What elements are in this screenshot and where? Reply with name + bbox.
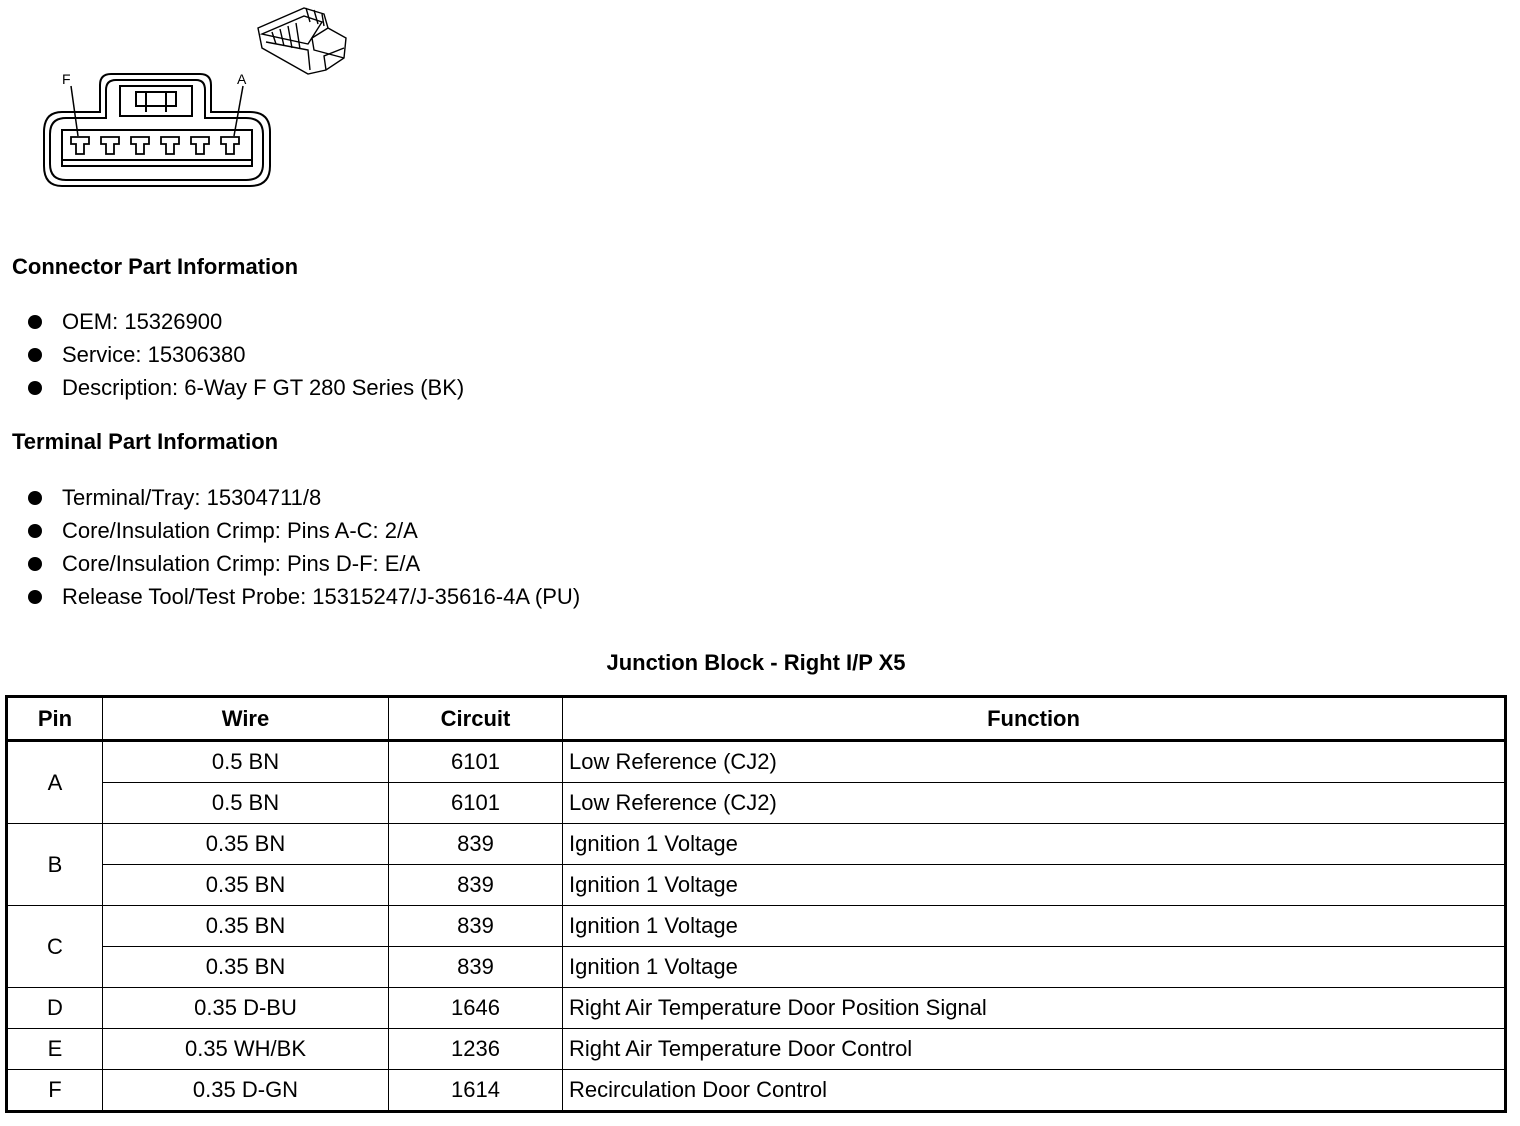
wire-cell: 0.35 D-BU	[103, 988, 389, 1029]
column-header-function: Function	[563, 697, 1506, 741]
function-cell: Recirculation Door Control	[563, 1070, 1506, 1112]
table-row	[7, 1029, 1506, 1070]
function-cell: Right Air Temperature Door Position Signal	[563, 988, 1506, 1029]
function-cell: Ignition 1 Voltage	[563, 947, 1506, 988]
pinout-table	[5, 695, 1507, 1113]
terminal-info-heading: Terminal Part Information	[12, 429, 279, 454]
function-cell: Ignition 1 Voltage	[563, 824, 1506, 865]
circuit-cell: 839	[389, 865, 563, 906]
circuit-cell: 839	[389, 824, 563, 865]
connector-info-list	[28, 305, 464, 404]
bullet-icon	[28, 491, 42, 505]
pin-cell: B	[7, 824, 103, 906]
table-row	[7, 988, 1506, 1029]
pin-cell: A	[7, 741, 103, 824]
connector-info-heading: Connector Part Information	[12, 254, 299, 279]
list-item: Core/Insulation Crimp: Pins A-C: 2/A	[28, 514, 580, 547]
list-item: Terminal/Tray: 15304711/8	[28, 481, 580, 514]
column-header-wire: Wire	[103, 697, 389, 741]
wire-cell: 0.35 BN	[103, 906, 389, 947]
wire-cell: 0.35 BN	[103, 947, 389, 988]
wire-cell: 0.35 D-GN	[103, 1070, 389, 1112]
pin-cell: C	[7, 906, 103, 988]
circuit-cell: 6101	[389, 783, 563, 824]
table-row	[7, 906, 1506, 947]
wire-cell: 0.5 BN	[103, 741, 389, 783]
list-item: Description: 6-Way F GT 280 Series (BK)	[28, 371, 464, 404]
function-cell: Ignition 1 Voltage	[563, 906, 1506, 947]
table-row	[7, 741, 1506, 783]
bullet-icon	[28, 590, 42, 604]
bullet-icon	[28, 348, 42, 362]
bullet-icon	[28, 557, 42, 571]
wire-cell: 0.35 WH/BK	[103, 1029, 389, 1070]
function-cell: Low Reference (CJ2)	[563, 741, 1506, 783]
list-item: Release Tool/Test Probe: 15315247/J-35616-4A (PU)	[28, 580, 580, 613]
wire-cell: 0.5 BN	[103, 783, 389, 824]
column-header-circuit: Circuit	[389, 697, 563, 741]
circuit-cell: 6101	[389, 741, 563, 783]
circuit-cell: 839	[389, 906, 563, 947]
table-row	[7, 783, 1506, 824]
pin-cell: F	[7, 1070, 103, 1112]
table-row	[7, 865, 1506, 906]
connector-thumbnail-icon	[252, 4, 352, 76]
function-cell: Ignition 1 Voltage	[563, 865, 1506, 906]
list-item: Core/Insulation Crimp: Pins D-F: E/A	[28, 547, 580, 580]
bullet-icon	[28, 381, 42, 395]
table-title: Junction Block - Right I/P X5	[606, 650, 906, 675]
list-item: Service: 15306380	[28, 338, 464, 371]
function-cell: Low Reference (CJ2)	[563, 783, 1506, 824]
circuit-cell: 1614	[389, 1070, 563, 1112]
table-row	[7, 824, 1506, 865]
table-header-row	[7, 697, 1506, 741]
pin-cell: E	[7, 1029, 103, 1070]
table-row	[7, 947, 1506, 988]
circuit-cell: 1646	[389, 988, 563, 1029]
bullet-icon	[28, 315, 42, 329]
pin-label-f: F	[62, 71, 71, 87]
table-row	[7, 1070, 1506, 1112]
circuit-cell: 839	[389, 947, 563, 988]
column-header-pin: Pin	[7, 697, 103, 741]
function-cell: Right Air Temperature Door Control	[563, 1029, 1506, 1070]
pin-cell: D	[7, 988, 103, 1029]
pin-label-a: A	[237, 71, 247, 87]
list-item: OEM: 15326900	[28, 305, 464, 338]
wire-cell: 0.35 BN	[103, 865, 389, 906]
circuit-cell: 1236	[389, 1029, 563, 1070]
terminal-info-list	[28, 481, 580, 613]
wire-cell: 0.35 BN	[103, 824, 389, 865]
bullet-icon	[28, 524, 42, 538]
